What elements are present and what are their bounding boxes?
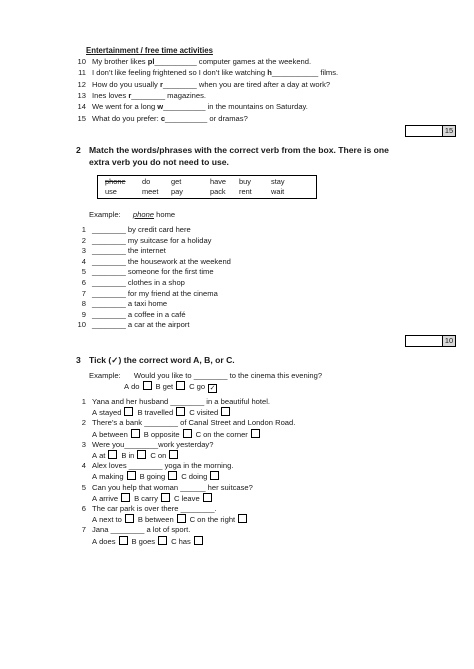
option-word: at bbox=[99, 451, 106, 460]
option-letter: C bbox=[181, 472, 187, 482]
item-text: ________ for my friend at the cinema bbox=[92, 288, 218, 298]
question-item bbox=[76, 461, 233, 470]
answer-options bbox=[92, 471, 223, 481]
item-letter-hint: h bbox=[267, 68, 272, 78]
item-text: ________ my suitcase for a holiday bbox=[92, 235, 212, 245]
option-letter: C bbox=[189, 515, 196, 525]
exercise-3-instruction: Tick (✓) the correct word A, B, or C. bbox=[89, 355, 235, 365]
verb-option: meet bbox=[142, 187, 159, 196]
item-number: 2 bbox=[81, 235, 86, 245]
option-checkbox[interactable]: ✓ bbox=[209, 385, 216, 392]
question-item bbox=[76, 483, 253, 492]
item-number: 4 bbox=[81, 461, 86, 471]
option-word: goes bbox=[138, 536, 156, 546]
option-letter: B bbox=[134, 493, 140, 503]
option-letter: A bbox=[92, 493, 98, 503]
item-number: 4 bbox=[81, 256, 86, 266]
option-checkbox[interactable] bbox=[221, 407, 230, 416]
verb-option: get bbox=[171, 177, 182, 186]
item-number: 6 bbox=[81, 278, 86, 287]
option-word: leave bbox=[181, 493, 200, 503]
item-letter-hint: r bbox=[128, 90, 132, 100]
option-word: get bbox=[162, 382, 174, 391]
option-letter: A bbox=[92, 429, 98, 439]
item-text: My brother likes bbox=[92, 57, 148, 66]
vocab-item bbox=[76, 91, 206, 100]
item-number: 1 bbox=[81, 225, 86, 234]
question-sentence: There’s a bank ________ of Canal Street and London Road. bbox=[92, 418, 296, 428]
option-checkbox[interactable] bbox=[168, 471, 177, 480]
vocab-item bbox=[76, 68, 338, 77]
option-checkbox[interactable] bbox=[137, 450, 146, 459]
score-blank[interactable] bbox=[406, 126, 443, 136]
item-text: I don’t like feeling frightened so I don’t like watching bbox=[92, 68, 268, 78]
match-item[interactable] bbox=[76, 299, 167, 308]
answer-options bbox=[92, 536, 207, 546]
option-letter: B bbox=[139, 472, 145, 482]
answer-options bbox=[92, 429, 264, 439]
verb-option: phone bbox=[105, 177, 126, 186]
item-number: 12 bbox=[77, 79, 86, 89]
score-box-part2 bbox=[405, 335, 456, 347]
verb-option: stay bbox=[271, 177, 285, 186]
item-number: 7 bbox=[81, 288, 86, 298]
verb-option: do bbox=[142, 177, 151, 186]
option-checkbox[interactable] bbox=[127, 471, 136, 480]
item-blank-text[interactable]: ________ magazines. bbox=[131, 90, 207, 100]
option-checkbox[interactable] bbox=[143, 381, 152, 390]
option-checkbox[interactable] bbox=[210, 471, 219, 480]
item-text: ________ the internet bbox=[92, 246, 166, 256]
option-letter: A bbox=[92, 515, 98, 525]
item-number: 1 bbox=[81, 397, 86, 406]
option-word: go bbox=[196, 382, 206, 391]
item-text: How do you usually bbox=[92, 79, 160, 89]
item-letter-hint: w bbox=[157, 102, 164, 112]
option-word: visited bbox=[196, 408, 219, 418]
question-item bbox=[76, 418, 295, 427]
option-letter: C bbox=[189, 382, 195, 391]
item-text: What do you prefer: bbox=[92, 113, 161, 123]
item-number: 3 bbox=[81, 246, 86, 256]
option-word: on the corner bbox=[203, 429, 248, 439]
item-number: 5 bbox=[81, 267, 86, 277]
question-item bbox=[76, 397, 270, 406]
exercise-2-instruction-line1: Match the words/phrases with the correct verb from the box. There is one bbox=[89, 145, 389, 155]
option-letter: A bbox=[92, 451, 98, 460]
option-checkbox[interactable] bbox=[194, 536, 203, 545]
verb-option: use bbox=[105, 187, 117, 196]
item-text: ________ a coffee in a café bbox=[92, 309, 186, 319]
option-checkbox[interactable] bbox=[108, 450, 117, 459]
score-blank[interactable] bbox=[406, 336, 443, 346]
option-checkbox[interactable] bbox=[203, 493, 212, 502]
option-letter: B bbox=[131, 536, 137, 546]
verb-option: buy bbox=[239, 177, 251, 186]
option-word: between bbox=[144, 515, 174, 525]
option-word: travelled bbox=[144, 408, 174, 418]
answer-options bbox=[92, 493, 216, 503]
option-letter: B bbox=[143, 429, 149, 439]
item-number: 10 bbox=[77, 57, 86, 66]
section-heading-entertainment: Entertainment / free time activities bbox=[86, 46, 213, 55]
item-number: 8 bbox=[81, 299, 86, 309]
option-word: opposite bbox=[150, 429, 180, 439]
score-max: 10 bbox=[444, 336, 454, 345]
item-number: 15 bbox=[77, 113, 86, 123]
option-letter: C bbox=[189, 408, 195, 418]
item-text: ________ a car at the airport bbox=[92, 320, 190, 330]
item-blank-text[interactable]: ________ when you are tired after a day at work? bbox=[162, 79, 331, 89]
question-sentence: Were you________work yesterday? bbox=[92, 439, 214, 449]
match-item[interactable] bbox=[76, 236, 211, 245]
match-item[interactable] bbox=[76, 225, 191, 234]
example-phrase: home bbox=[154, 210, 176, 219]
example-label: Example: bbox=[89, 371, 121, 380]
option-word: do bbox=[131, 382, 140, 391]
item-text: ________ someone for the first time bbox=[92, 267, 214, 277]
vocab-item bbox=[76, 57, 311, 66]
verb-option: have bbox=[210, 177, 227, 186]
option-checkbox[interactable] bbox=[124, 407, 133, 416]
option-letter: A bbox=[92, 408, 98, 418]
option-checkbox[interactable] bbox=[121, 493, 130, 502]
item-number: 14 bbox=[77, 102, 86, 112]
option-word: on the right bbox=[197, 515, 236, 525]
option-checkbox[interactable] bbox=[169, 450, 178, 459]
exercise-2-number: 2 bbox=[76, 145, 81, 155]
option-letter: C bbox=[150, 451, 156, 460]
vocab-item bbox=[76, 114, 248, 123]
verb-option: rent bbox=[239, 187, 252, 196]
item-blank-text[interactable]: __________ or dramas? bbox=[165, 113, 248, 123]
vocab-item bbox=[76, 102, 308, 111]
option-letter: B bbox=[155, 382, 161, 391]
match-item[interactable] bbox=[76, 267, 214, 276]
option-checkbox[interactable] bbox=[251, 429, 260, 438]
item-letter-hint: c bbox=[160, 113, 166, 123]
option-word: stayed bbox=[99, 408, 122, 418]
option-checkbox[interactable] bbox=[183, 429, 192, 438]
item-blank-text[interactable]: ___________ films. bbox=[271, 68, 339, 78]
match-item[interactable] bbox=[76, 289, 218, 298]
verb-option: pack bbox=[210, 187, 226, 196]
score-box-part1 bbox=[405, 125, 456, 137]
option-word: doing bbox=[188, 472, 208, 482]
question-sentence: Can you help that woman ______ her suitcase? bbox=[92, 482, 253, 492]
item-letter-hint: r bbox=[159, 79, 163, 89]
option-word: arrive bbox=[99, 493, 119, 503]
vocab-item bbox=[76, 80, 330, 89]
option-letter: C bbox=[174, 493, 180, 503]
option-checkbox[interactable] bbox=[176, 381, 185, 390]
option-letter: A bbox=[92, 536, 98, 546]
item-number: 9 bbox=[81, 309, 86, 319]
option-word: between bbox=[99, 429, 128, 439]
question-sentence: Alex loves ________ yoga in the morning. bbox=[92, 461, 234, 471]
item-number: 7 bbox=[81, 525, 86, 535]
item-blank-text[interactable]: __________ computer games at the weekend. bbox=[154, 57, 312, 66]
question-item bbox=[76, 504, 217, 513]
item-text: ________ the housework at the weekend bbox=[92, 256, 231, 266]
item-number: 3 bbox=[81, 439, 86, 449]
option-letter: C bbox=[195, 429, 202, 439]
option-checkbox[interactable] bbox=[125, 514, 134, 523]
example-options bbox=[124, 381, 221, 393]
example-2 bbox=[89, 210, 175, 219]
match-item[interactable] bbox=[76, 257, 231, 266]
option-checkbox[interactable] bbox=[238, 514, 247, 523]
item-text: We went for a long bbox=[92, 102, 158, 112]
option-word: does bbox=[99, 536, 116, 546]
option-word: next to bbox=[99, 515, 122, 525]
item-letter-hint: pl bbox=[147, 57, 155, 66]
verb-option: wait bbox=[271, 187, 285, 196]
option-checkbox[interactable] bbox=[158, 536, 167, 545]
question-item bbox=[76, 440, 213, 449]
answer-options bbox=[92, 514, 251, 524]
example-sentence: Would you like to ________ to the cinema this evening? bbox=[133, 371, 323, 380]
item-number: 6 bbox=[81, 504, 86, 513]
option-letter: B bbox=[137, 408, 143, 418]
match-item[interactable] bbox=[76, 278, 185, 287]
option-letter: A bbox=[92, 472, 98, 482]
exercise-3-number: 3 bbox=[76, 355, 81, 365]
item-text: ________ clothes in a shop bbox=[92, 278, 185, 287]
option-letter: A bbox=[124, 382, 130, 391]
item-number: 11 bbox=[78, 68, 86, 78]
exercise-2-instruction-line2: extra verb you do not need to use. bbox=[89, 157, 229, 167]
option-checkbox[interactable] bbox=[119, 536, 128, 545]
example-3 bbox=[89, 371, 322, 380]
example-answer: phone bbox=[132, 210, 155, 219]
item-number: 5 bbox=[81, 482, 86, 492]
item-number: 13 bbox=[77, 90, 86, 100]
question-item bbox=[76, 525, 190, 534]
answer-options bbox=[92, 450, 182, 460]
option-word: in bbox=[128, 451, 135, 460]
option-letter: B bbox=[137, 515, 143, 525]
item-text: ________ a taxi home bbox=[92, 299, 168, 309]
option-checkbox[interactable] bbox=[176, 407, 185, 416]
option-checkbox[interactable] bbox=[131, 429, 140, 438]
score-max: 15 bbox=[444, 126, 454, 135]
option-checkbox[interactable] bbox=[161, 493, 170, 502]
item-text: ________ by credit card here bbox=[92, 225, 191, 234]
match-item[interactable] bbox=[76, 310, 186, 319]
item-text: Ines loves bbox=[92, 90, 129, 100]
item-number: 2 bbox=[81, 418, 86, 428]
item-blank-text[interactable]: __________ in the mountains on Saturday. bbox=[163, 102, 308, 112]
item-number: 10 bbox=[77, 320, 86, 330]
option-letter: C bbox=[171, 536, 177, 546]
verb-option: pay bbox=[171, 187, 183, 196]
example-label: Example: bbox=[89, 210, 121, 219]
answer-options bbox=[92, 407, 234, 417]
question-sentence: Yana and her husband ________ in a beautiful hotel. bbox=[92, 397, 271, 406]
option-word: carry bbox=[141, 493, 159, 503]
question-sentence: Jana ________ a lot of sport. bbox=[92, 525, 191, 535]
match-item[interactable] bbox=[76, 246, 166, 255]
option-letter: B bbox=[121, 451, 127, 460]
option-word: making bbox=[99, 472, 124, 482]
option-word: on bbox=[157, 451, 167, 460]
match-item[interactable] bbox=[76, 320, 190, 329]
option-word: going bbox=[146, 472, 166, 482]
option-word: has bbox=[178, 536, 191, 546]
question-sentence: The car park is over there ________. bbox=[92, 504, 217, 513]
option-checkbox[interactable] bbox=[177, 514, 186, 523]
